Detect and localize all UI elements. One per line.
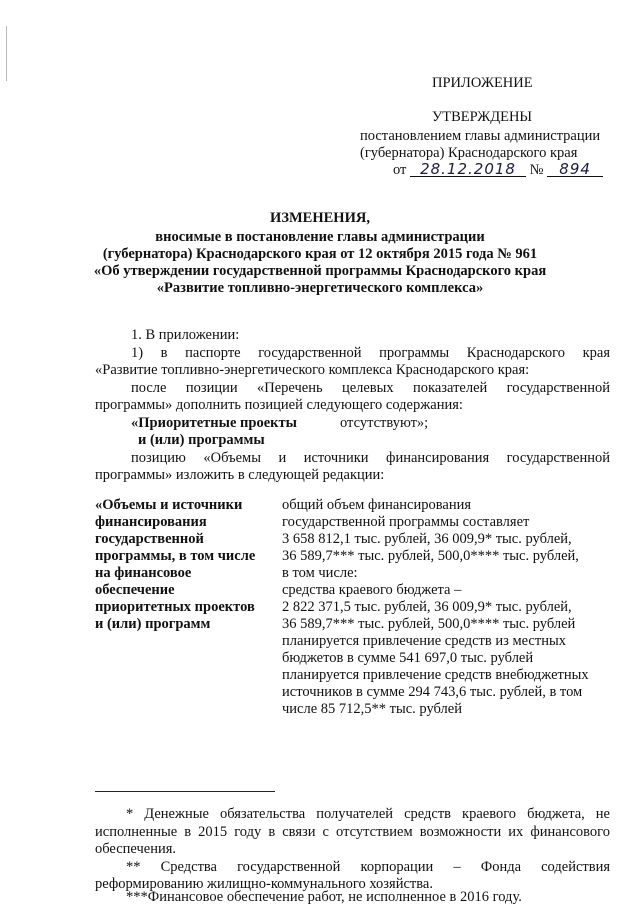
footnote-1-line-a: * Денежные обязательства получателей средств краевого бюджета, не [126, 806, 610, 822]
priority-projects-value: отсутствуют»; [340, 415, 429, 431]
priority-projects-label: «Приоритетные проекты [131, 415, 297, 431]
approved-label: УТВЕРЖДЕНЫ [432, 109, 533, 125]
footnote-1-line-c: обеспечения. [95, 841, 177, 857]
value-line: бюджетов в сумме 541 697,0 тыс. рублей [282, 650, 534, 666]
after-position-line-a: после позиции «Перечень целевых показателей государственной [131, 380, 610, 396]
value-line: планируется привлечение средств из местных [282, 633, 566, 649]
item-1: 1. В приложении: [131, 327, 240, 343]
item-1-1-line-b: «Развитие топливно-энергетического комплекса Краснодарского края: [95, 362, 530, 378]
label-line: на финансовое [95, 565, 192, 581]
number-label: № [529, 162, 544, 178]
label-line: и (или) программ [95, 616, 211, 632]
value-line: источников в сумме 294 743,6 тыс. рублей, в том [282, 684, 583, 700]
handwritten-number: 894 [547, 162, 603, 177]
value-line: в том числе: [282, 565, 358, 581]
priority-programs-label: и (или) программы [138, 432, 265, 448]
scan-edge-mark [6, 26, 7, 81]
value-line: числе 85 712,5** тыс. рублей [282, 701, 462, 717]
from-label: от [393, 162, 407, 178]
label-line: «Объемы и источники [95, 497, 243, 513]
title-line-3: «Об утверждении государственной программы Краснодарского края [93, 263, 547, 279]
value-line: 36 589,7*** тыс. рублей, 500,0**** тыс. рублей [282, 616, 576, 632]
value-line: общий объем финансирования [282, 497, 472, 513]
approval-line-1: постановлением главы администрации [360, 128, 601, 144]
value-line: 36 589,7*** тыс. рублей, 500,0**** тыс. рублей, [282, 548, 579, 564]
title-line-2: (губернатора) Краснодарского края от 12 октября 2015 года № 961 [102, 246, 538, 262]
label-line: государственной [95, 531, 204, 547]
label-line: программы, в том числе [95, 548, 256, 564]
position-line-b: программы» изложить в следующей редакции: [95, 467, 385, 483]
footnote-3: ***Финансовое обеспечение работ, не исполненное в 2016 году. [126, 889, 522, 905]
item-1-1-line-a: 1) в паспорте государственной программы Краснодарского края [131, 345, 610, 361]
footnote-1-line-b: исполненные в 2015 году в связи с отсутствием возможности их финансового [95, 824, 610, 840]
footnote-2-line-b: реформированию жилищно-коммунального хозяйства. [95, 876, 433, 892]
approval-line-2: (губернатора) Краснодарского края [360, 145, 578, 161]
approval-date-line [393, 162, 603, 179]
value-line: 2 822 371,5 тыс. рублей, 36 009,9* тыс. рублей, [282, 599, 572, 615]
financing-position-label [95, 497, 275, 633]
financing-position-value [282, 497, 612, 718]
label-line: приоритетных проектов [95, 599, 255, 615]
appendix-label: ПРИЛОЖЕНИЕ [432, 75, 533, 91]
value-line: 3 658 812,1 тыс. рублей, 36 009,9* тыс. рублей, [282, 531, 572, 547]
title-line-1: вносимые в постановление главы администрации [155, 229, 485, 245]
value-line: планируется привлечение средств внебюджетных [282, 667, 589, 683]
value-line: государственной программы составляет [282, 514, 530, 530]
label-line: финансирования [95, 514, 207, 530]
value-line: средства краевого бюджета – [282, 582, 462, 598]
title-line-4: «Развитие топливно-энергетического комплекса» [156, 280, 484, 296]
footnote-separator [95, 791, 275, 792]
after-position-line-b: программы» дополнить позицией следующего содержания: [95, 397, 463, 413]
handwritten-date: 28.12.2018 [410, 162, 526, 177]
position-line-a: позицию «Объемы и источники финансирования государственной [131, 450, 610, 466]
label-line: обеспечение [95, 582, 175, 598]
footnote-2-line-a: ** Средства государственной корпорации – Фонда содействия [126, 859, 610, 875]
document-heading: ИЗМЕНЕНИЯ, [270, 210, 370, 226]
